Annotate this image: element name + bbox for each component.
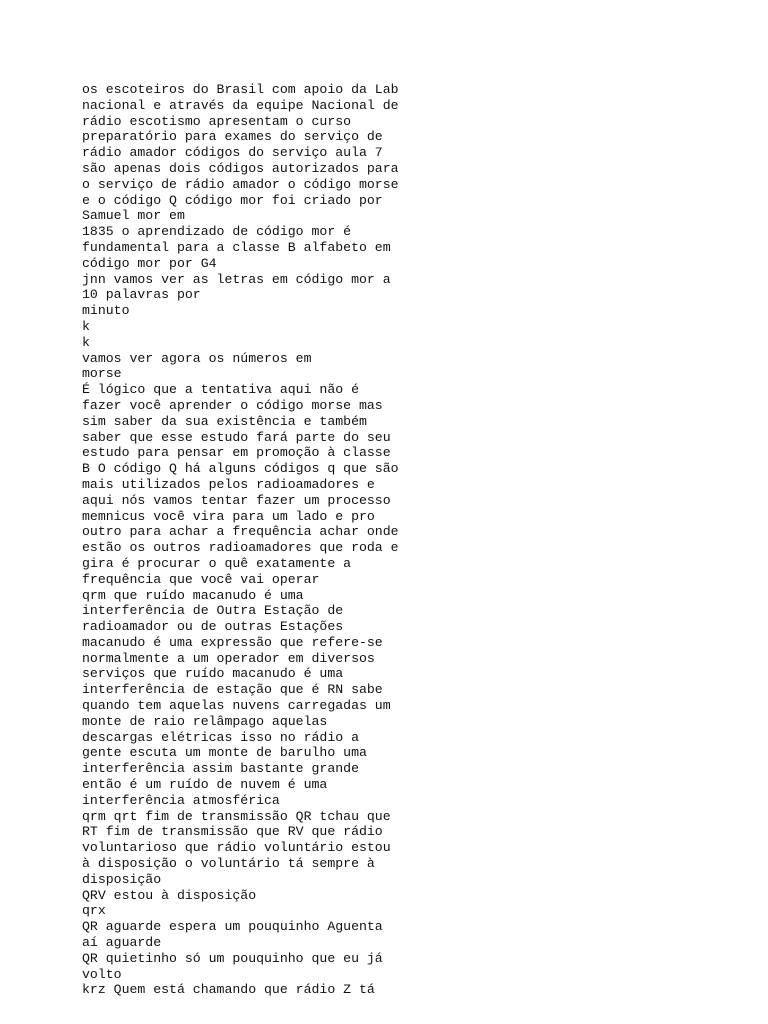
text-line: É lógico que a tentativa aqui não é	[82, 382, 359, 398]
text-line: qrm qrt fim de transmissão QR tchau que	[82, 808, 391, 824]
text-line: jnn vamos ver as letras em código mor a	[82, 271, 391, 287]
text-line: o serviço de rádio amador o código morse	[82, 176, 399, 192]
text-line: krz Quem está chamando que rádio Z tá	[82, 982, 375, 998]
text-line: volto	[82, 966, 122, 982]
text-line: B O código Q há alguns códigos q que são	[82, 461, 399, 477]
text-line: saber que esse estudo fará parte do seu	[82, 429, 391, 445]
text-line: Samuel mor em	[82, 208, 185, 224]
text-line: descargas elétricas isso no rádio a	[82, 729, 359, 745]
text-line: os escoteiros do Brasil com apoio da Lab	[82, 82, 399, 97]
text-line: morse	[82, 366, 122, 382]
text-line: minuto	[82, 303, 130, 319]
text-line: qrm que ruído macanudo é uma	[82, 587, 304, 603]
text-line: estudo para pensar em promoção à classe	[82, 445, 391, 461]
text-line: interferência atmosférica	[82, 792, 280, 808]
text-line: QRV estou à disposição	[82, 887, 257, 903]
text-line: gente escuta um monte de barulho uma	[82, 745, 367, 761]
text-line: voluntarioso que rádio voluntário estou	[82, 840, 391, 856]
text-line: sim saber da sua existência e também	[82, 413, 367, 429]
text-line: monte de raio relâmpago aquelas	[82, 713, 328, 729]
text-line: 1835 o aprendizado de código mor é	[82, 224, 352, 240]
text-line: nacional e através da equipe Nacional de	[82, 97, 399, 113]
text-line: radioamador ou de outras Estações	[82, 619, 344, 635]
text-line: QR quietinho só um pouquinho que eu já	[82, 950, 383, 966]
text-line: então é um ruído de nuvem é uma	[82, 777, 328, 793]
text-line: são apenas dois códigos autorizados para	[82, 160, 399, 176]
text-line: à disposição o voluntário tá sempre à	[82, 856, 375, 872]
text-line: outro para achar a frequência achar onde	[82, 524, 399, 540]
text-line: fazer você aprender o código morse mas	[82, 397, 383, 413]
text-line: k	[82, 334, 90, 350]
text-line: rádio amador códigos do serviço aula 7	[82, 145, 383, 161]
text-line: quando tem aquelas nuvens carregadas um	[82, 698, 391, 714]
text-line: aí aguarde	[82, 935, 162, 951]
text-line: frequência que você vai operar	[82, 571, 320, 587]
text-line: interferência assim bastante grande	[82, 761, 359, 777]
text-line: RT fim de transmissão que RV que rádio	[82, 824, 383, 840]
text-line: interferência de Outra Estação de	[82, 603, 344, 619]
transcript-text	[82, 82, 732, 998]
text-line: preparatório para exames do serviço de	[82, 129, 383, 145]
text-line: k	[82, 318, 90, 334]
text-line: rádio escotismo apresentam o curso	[82, 113, 352, 129]
text-line: código mor por G4	[82, 255, 217, 271]
text-line: QR aguarde espera um pouquinho Aguenta	[82, 919, 383, 935]
text-line: disposição	[82, 871, 162, 887]
text-line: serviços que ruído macanudo é uma	[82, 666, 344, 682]
text-line: memnicus você vira para um lado e pro	[82, 508, 375, 524]
text-line: fundamental para a classe B alfabeto em	[82, 239, 391, 255]
text-line: macanudo é uma expressão que refere-se	[82, 634, 383, 650]
text-line: e o código Q código mor foi criado por	[82, 192, 383, 208]
text-line: interferência de estação que é RN sabe	[82, 682, 383, 698]
text-line: gira é procurar o quê exatamente a	[82, 555, 352, 571]
text-line: normalmente a um operador em diversos	[82, 650, 375, 666]
text-line: 10 palavras por	[82, 287, 201, 303]
text-line: mais utilizados pelos radioamadores e	[82, 476, 375, 492]
text-line: estão os outros radioamadores que roda e	[82, 540, 399, 556]
text-line: qrx	[82, 903, 106, 919]
text-line: aqui nós vamos tentar fazer um processo	[82, 492, 391, 508]
text-line: vamos ver agora os números em	[82, 350, 312, 366]
